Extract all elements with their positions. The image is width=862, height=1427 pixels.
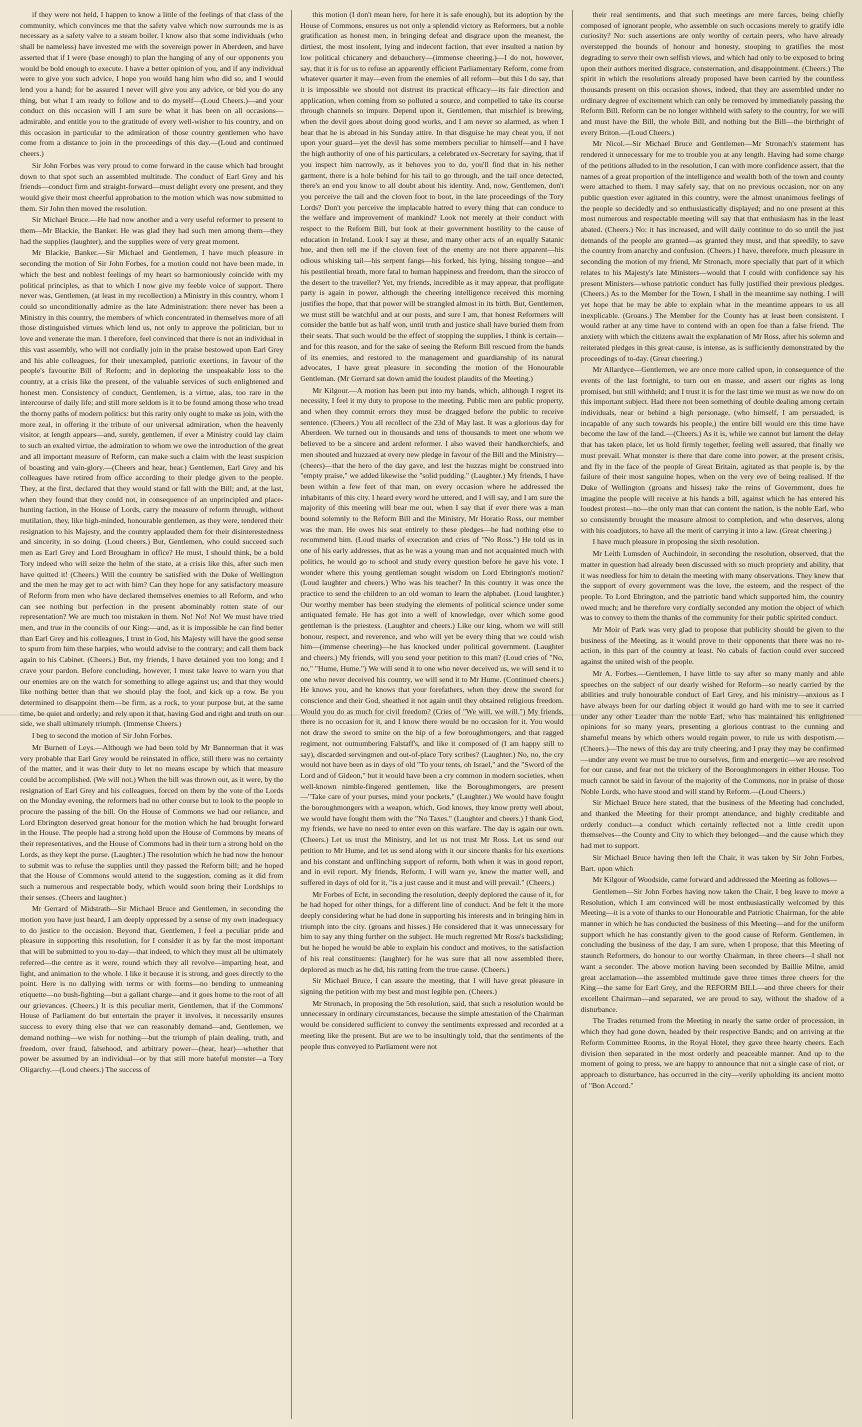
- paragraph: I beg to second the motion of Sir John Forbes.: [32, 731, 173, 741]
- paragraph: Mr Leith Lumsden of Auchindoir, in seconding the resolution, observed, that the matter in question had already been discussed with so much propriety and ability, that it was needless for him to detain the meeting with many observations. They knew that the support of every government was the love, the esteem, and the respect of the people. To Lord Ebrington, and the patriotic band which supported him, the country owed much; and he therefore very cordially seconded any motion the object of which was to convey to them the thanks of the community for their public spirited conduct.: [580, 549, 844, 623]
- paragraph: Sir Michael Bruce having then left the Chair, it was taken by Sir John Forbes, Bart. upon which: [580, 852, 844, 873]
- paragraph: Sir John Forbes was very proud to come forward in the cause which had brought down to that spot such an assembled multitude. The conduct of Earl Grey and his friends—conduct firm and straight-forward—must delight every one present, and they would give their most cheerful approbation to the motion which was now submitted to them. Sir John then moved the resolution.: [20, 160, 284, 213]
- paragraph: I have much pleasure in proposing the sixth resolution.: [592, 537, 760, 547]
- paragraph: Sir Michael Bruce, I can assure the meeting, that I will have great pleasure in signing the petition with my best and most legible pen. (Cheers.): [300, 976, 564, 996]
- paragraph: Mr A. Forbes.—Gentlemen, I have little to say after so many manly and able speeches on the subject of our dearly wished for Reform—so nearly carried by the abilities and truly honourable conduct of Earl Grey, and his ministry—anxious as I have always been for our darling object it would go hard with me to see it carried under any other Leader than the noble Earl, who has maintained his enlightened opinions for so many years, presenting a glorious contrast to the cunning and shameful means by which others would regain power, to rule us with despotism.—(Cheers.)—The news of this day are truly cheering, and I pray they may be confirmed—under any event we must be true to ourselves, firm and energetic—we are resolved for our cause, and fear not the trickery of the Boroughmongers in either House. Too much cannot be said in favour of the majority of the Commons, nor in praise of those Noble Lords, who have stood and will stand by Reform.—(Loud Cheers.): [580, 668, 844, 796]
- paragraph: The Trades returned from the Meeting in nearly the same order of procession, in which they had gone down, headed by their respective Bands; and on arriving at the Reform Committee Rooms, in the Royal Hotel, they gave three hearty cheers. Each division then separated in the most orderly and peaceable manner. And up to the moment of going to press, we are happy to announce that not a single case of riot, or approach to disturbance, has occurred in the city—verily upholding its ancient motto of "Bon Accord.": [580, 1016, 844, 1090]
- paragraph: Mr Moir of Park was very glad to propose that publicity should be given to the business of the Meeting, as it would prove to their opponents that there was no re-action, in this part of the country at least. No cabals of faction could ever succeed against the united wish of the people.: [580, 625, 844, 667]
- paragraph: their real sentiments, and that such meetings are mere farces, being chiefly composed of ignorant people, who assemble on such occasions merely to gratify idle curiosity? No: such assertions are only worthy of certain peers, who have already overstepped the bounds of honour and honesty, stooping to gratifies the most degrading to serve their own selfish views, and which had only to be exposed to bring upon their authors merited disgrace, consternation, and disappointment. (Cheers.) The spirit in which the resolutions already proposed have been carried by the countless thousands present on this occasion shows, indeed, that they are assembled under no ordinary degree of excitement which can only be removed by immediately passing the Reform Bill. Reform can be no longer withheld with safety to the country, for we will and must have the Bill, the whole Bill, and nothing but the Bill—the birthright of every Briton.—(Loud Cheers.): [580, 10, 844, 137]
- paragraph: Mr Blackie, Banker.—Sir Michael and Gentlemen, I have much pleasure in seconding the motion of Sir John Forbes, for a motion could not have been made, in which the best and noblest feelings of my heart so harmoniously coincide with my political principles, as that to which I now give my feeble voice of support. There never was, Gentlemen, (at least in my recollection) a Ministry in this country, whom I could so unconditionally admire as the late Administration: there never has been a Ministry in this country, the members of which concentrated in themselves more of all those distinguished virtues which lend us, not only to approve the politician, but to love and venerate the man. I therefore, feel convinced that there is not an individual in this vast assembly, who will not cordially join in the praise bestowed upon Earl Grey and his able colleagues, for their unexampled, patriotic exertions, in favour of the people's favourite Bill of Reform; and in deploring the unspeakable loss to the country, at a crisis like the present, of the valuable services of such enlightened and honest men. Consistency of conduct, Gentlemen, is a virtue, alas, too rare in the intercourse of daily life; and still more seldom is it to be found among those who tread the thorny paths of modern politics: but this rarity only ought to make us join, with the more zeal, in offering it the tribute of our universal admiration, when the heavenly visitor, at length appears—and, surely, gentlemen, if ever a Ministry could lay claim to such an exalted virtue, the admiration to whom we owe the introduction of the great and all important measure of Reform, can make such a claim with the least suspicion of boasting and vain-glory.—(Cheers and hear, hear.) Gentlemen, Earl Grey and his colleagues have retired from office according to their pledge given to the people. They, at the first, declared that they would stand or fall with the Bill; and, at the last, when they found that they could not, in consequence of an unprincipled and place-hunting faction, in the House of Lords, carry the measure of reform through, without mutilation, they, like high-minded, honourable gentlemen, as they were, tendered their resignation to his Majesty, and the country applauded them for their disinterestedness and sincerity, in so doing. (Loud cheers.) But, Gentlemen, who could succeed such men as Earl Grey and Lord Brougham in office? He must, I should think, be a bold Tory indeed who will seize the helm of the state, at a crisis like this, after such men have quitted it! (Cheers.) Will the country be satisfied with the Duke of Wellington and the men he may get to act with him? Can they hope for any satisfactory measure of Reform from men who have declared themselves enemies to all Reform, and who can see nothing but perfection in the present abominably rotten state of our representation? We are much too mistaken in them. No! No! No! We must have tried men, and true in the councils of our King:—and, as it is impossible he can find better than Earl Grey and his colleagues, I trust in God, his Majesty will have the good sense to spurn from him these harpies, who would advise to the contrary; and call them back again to his Cabinet. (Cheers.) But, my friends, I have detained you too long; and I crave your pardon. Before concluding, however, I must take leave to warn you that our enemies are on the watch for something to allege against us; and that they would like nothing better than that we should play the fool, and kick up a row. Be you determined to disappoint them—be firm, as a rock, to your purpose but, at the same time, be quiet and orderly; and rely upon it that, having God and right and truth on our side, we shall ultimately triumph. (Immense Cheers.): [20, 248, 284, 729]
- paragraph: this motion (I don't mean here, for here it is safe enough), but its adoption by the House of Commons, ensures us not only a splendid victory as Reformers, but a noble gratification as honest men, in bringing defeat and disgrace upon the meanest, the dirtiest, the most insolent, lying and indecent faction, that ever insulted a nation by low political chicanery and debauchery—(immense cheering.)—I do not, however, say, that it is for us to refuse an apparently efficient Parliamentary Reform, come from whatever quarter it may—even from the enemies of all reform—but this I do say, that it is impossible we should not distrust its practical efficacy—its fair direction and application, when coming from so polluted a source, and compelled to take its course through channels so impure. Depend upon it, Gentlemen, that mischief is brewing, when the devil goes about doing good works, and I am never so alarmed, as when I hear that he is abroad in his Sunday attire. In that disguise he may cheat you, if not upon your guard—yet the devil has some members peculiar to himself—and I have the high authority of one of his particulars, a celebrated ex-Secretary for saying, that if you inspect him narrowly, as it behoves you to do, you'll find that in his nether garment, there is a hole behind for his tail to go through, and the tail once detected, there's an end you know to all doubt about his identity. And, now, Gentlemen, don't you perceive the tail and the cloven foot to boot, in the late proceedings of the Tory Lords? Don't you perceive the implacable hatred to every thing that can conduce to the welfare and improvement of mankind? Look not merely at their conduct with respect to the Reform Bill, but look at their government hostility to the cause of education in Ireland. Look I say at these, and many other acts of an equally Satanic hue, and then tell me if the cloven feet of the enemy are not there apparent—his odious whisking tail—his serpent fangs—his forked, his lying, hissing tongue—and his pestilential breath, more fatal to human happiness and freedom, than the sirocco of the desert to the traveller? Yet, my friends, incredible as it may appear, that profligate party is again in power, although the cheering intelligence received this morning justifies the hope, that that power will be strangled almost in its birth. But, Gentlemen, we must still be watchful and at our posts, and sure I am, that honest Reformers will consider the battle but as half won, until truth and justice shall have buried them from their seats. That such would be the effect of stopping the supplies, I think is certain—and for this reason, and for the sake of seeing the Reform Bill rescued from the hands of its enemies, and restored to the management and guardianship of its natural advocates, I have great pleasure in seconding the motion of the Honourable Gentleman. (Mr Gerrard sat down amid the loudest plaudits of the Meeting.): [300, 10, 564, 383]
- paragraph: Mr Stronach, in proposing the 5th resolution, said, that such a resolution would be unnecessary in ordinary circumstances, because the simple attestation of the Chairman would be considered sufficient to convey the sentiments expressed and recorded at a meeting like the present. But are we to be insultingly told, that the sentiments of the people thus conveyed to Parliament were not: [300, 998, 564, 1051]
- paragraph: Gentlemen—Sir John Forbes having now taken the Chair, I beg leave to move a Resolution, which I am convinced will be most enthusiastically welcomed by this Meeting—it is a vote of thanks to our Honourable and Patriotic Chairman, for the able manner in which he has conducted the business of this Meeting—and for the uniform support which he has constantly given to the good cause of Reform. Gentlemen, in concluding the business of the day, I am sure, when I propose, that this Meeting of staunch Reformers, do honour to our worthy Chairman, in three cheers—I shall not want a seconder. The above motion having been seconded by Baillie Milne, amid great acclamation—the assembled multitude gave three times three cheers for the King—the same for Earl Grey, and the REFORM BILL—and three cheers for their excellent Chairman—and separated, we are proud to say, without the shadow of a disturbance.: [580, 886, 844, 1014]
- paragraph: Mr Kilgour.—A motion has been put into my hands, which, although I regret its necessity, I feel it my duty to propose to the meeting. Public men are public property, and when they commit errors they must be dragged before the public to receive sentence. (Cheers.) You all recollect of the 23d of May last. It was a glorious day for Aberdeen. We turned out in thousands and tens of thousands to meet one whom we believed to be a sincere and ardent reformer. I also waved their handkerchiefs, and men shouted and huzzaed at every new pledge in favour of the Bill and the Ministry—(cheers)—that the hero of the day gave, and lest the huzzas might be construed into "empty praise," we added likewise the "solid pudding." (Laughter.) My friends, I have been within a few feet of that man, on every occasion where he addressed the inhabitants of this city. I heard every word he uttered, and I will say, and I am sure the majority of this meeting will bear me out, when I say that if ever there was a man bound solemnly to the Reform Bill and the Ministry, Mr Horatio Ross, our member was the man. He owes his seat entirely to these pledges—he had nothing else to recommend him. (Loud marks of execration and cries of "No Ross.") He told us in one of his early addresses, that as he was a young man and not acquainted much with politics, he would go to school and study every question before he gave his vote. I wonder where this young gentleman sought wisdom on Lord Ebrington's motion? (Loud laughter and cheers.) Who was his teacher? In this country it was once the practice to send the children to an old woman to learn the alphabet. (Loud laughter.) Our worthy member has been studying the elements of political science under some antiquated female. He has got into a well of knowledge, over which some good gentleman is the priestess. (Laughter and cheers.) Like our king, whom we will still honour, respect, and reverence, and who will yet be every thing that we could wish him—(immense cheering)—he has knocked under political government. (Laughter and cheers.) My friends, will you send your petition to this man? (Loud cries of "No, no," "Hume, Hume.") We will send it to one who never deceived us, we will send it to one who never deceived his country, we will send it to Mr Hume. (Continued cheers.) He knows you, and he knows that your forefathers, when they drew the sword for conscience and their God, sheathed it not again until they obtained religious freedom. Would you do as much for civil freedom? (Cries of "We will, we will.") My friends, there is no occasion for it, and I know there would be no occasion for it. You would not draw the sword to smite on the hip of a few boroughmongers, and that ragged regiment, not outnumbering Falstaff's, and like it composed of (I am happy still to say), discarded servingmen and out-of-place Tory scribes? (Laughter.) No, no, the cry would not have been as in days of old "To your tents, oh Israel," and the "Sword of the Lord and of Gideon," but it would have been a cry common in modern societies, when well-known nimble-fingered gentlemen, like the Boroughmongers, are present—"Take care of your purses, mind your pockets," (Laughter.) We would have fought the boroughmongers with a weapon, which, God knows, they know pretty well about, we would have fought them with the "No Taxes." (Laughter and cheers.) I thank God, my friends, we have no need to enter even on this warfare. The day is again our own. (Cheers.) Let us trust the Ministry, and let us not trust Mr Ross. Let us send our petition to Mr Hume, and let us send along with it our sincere thanks for his exertions and his constant and unflinching support of reform, both when it was in good report, and in evil report. My friends, Reform, I will warn ye, knew the matter well, and suffered in days of old for it, "is a just cause and it must and will prevail." (Cheers.): [300, 385, 564, 887]
- paragraph: Mr Nicol.—Sir Michael Bruce and Gentlemen—Mr Stronach's statement has rendered it unnecessary for me to trouble you at any length. Having had some charge of the petitions alluded to in the resolution, I can with more confidence assert, that the names of a great proportion of the intelligence and wealth both of the town and county were attached to them. I may safely say, that on no previous occasion, nor on any public question ever agitated in this country, were the almost unanimous feelings of the people so decidedly and so enthusiastically displayed; and no one present at this most numerous and respectable meeting will say that that enthusiasm has in the least abated. (Cheers.) No: it has increased, and will daily continue to do so until the just demands of the people are granted—as granted they must, and that speedily, to save the country from anarchy and confusion. (Cheers.) I have, therefore, much pleasure in seconding the motion of my friend, Mr Stronach, more specially that part of it which relates to his Majesty's late Ministers—would that I could with confidence say his present Ministers—whose patriotic conduct has fully justified their previous pledges. (Cheers.) As to the Member for the Town, I shall in the meantime say nothing. I will yet hope that he may be able to explain what in the meantime appears to us all inexplicable. (Groans.) The Member for the County has at least been consistent. I would rather at any time have to contend with an open foe than a false friend. The anxiety with which the citizens await the explanation of Mr Ross, after his solemn and reiterated pledges in this great cause, is intense, as is sufficiently demonstrated by the proceedings of to-day. (Great cheering.): [580, 139, 844, 363]
- paragraph: Mr Kilgour of Woodside, came forward and addressed the Meeting as follows—: [592, 875, 837, 885]
- paragraph: if they were not held, I happen to know a little of the feelings of that class of the community, which convinces me that the safety valve which now surrounds me is as necessary as a safety valve to a steam boiler. I know also that some individuals (who shall be nameless) have invested me with the sovereign power in Aberdeen, and have asserted that if I were (base enough) to plan the hanging of any of our opponents you would be bold enough to execute. I have a better opinion of you, and if any individual were to give you such advice, I hope you would hang him who did so, and I would lend you a hand; for be assured I never will give you any advice, or bid you do any thing, but what I am ready to follow and to do myself—(Loud Cheers.)—and your conduct on this occasion will I am sure be what it has been on all occasions—admirable, and entitle you to the gratitude of every well-wisher to his country, and on this occasion in particular to the admiration of those country gentlemen who have come from a distance to join in the proceedings of this day.—(Loud and continued cheers.): [20, 10, 284, 159]
- paragraph: Sir Michael Bruce.—He had now another and a very useful reformer to present to them—Mr Blackie, the Banker. He was glad they had such men among them—they had the supplies (laughter), and the supplies were of very great moment.: [20, 215, 284, 246]
- paragraph: Mr Gerrard of Midstrath—Sir Michael Bruce and Gentlemen, in seconding the motion you have just heard, I am deeply oppressed by a sense of my own inadequacy to do justice to the occasion. Beyond that, Gentlemen, I feel a peculiar pride and pleasure in supporting this resolution, for I consider it as by far the most important that will be submitted to you to-day—that indeed, to which they must all be ultimately referred—the centre as it were, round which they all revolve—imparting heat, and light, and animation to the whole. I like it because it is strong, and goes directly to the point. Here is no dallying with terms or with forms—no bending to unmeaning etiquette—no bush-fighting—but a gallant charge—and it goes home to the root of all our grievances. (Cheers.) It is this peculiar merit, Gentlemen, that if the Commons' House of Parliament do but entertain the prayer it involves, it necessarily ensures success to every thing else that we can reasonably demand—and, Gentlemen, we demand nothing—we wish for nothing—but the triumph of plain dealing, truth, and freedom, over fraud, falsehood, and arbitrary power—(hear, hear)—whether that power be assumed by an individual—or by that still more hateful monster—a Tory Oligarchy.—(Loud cheers.) The success of: [20, 904, 284, 1074]
- paragraph: Sir Michael Bruce here stated, that the business of the Meeting had concluded, and thanked the Meeting for their prompt attendance, and highly creditable and orderly conduct—a conduct which certainly reflected not a little credit upon themselves—the County and City to which they belonged—and the cause which they had met to support.: [580, 798, 844, 851]
- paragraph: Mr Forbes of Echt, in seconding the resolution, deeply deplored the cause of it, for he had hoped for other things, for a different line of conduct. And he felt it the more deeply considering what he had done in supporting his interests and in bringing him in triumph into the city. (groans and hisses.) He considered that it was unnecessary for him to say any thing further on the subject. He much regretted Mr Ross's backsliding; but he hoped he would be able to explain his conduct and motives, to the satisfaction of his real constituents: (laughter) for he was sure that all now assembled there, deplored as much as he did, his ratting from the true cause. (Cheers.): [300, 889, 564, 974]
- paragraph: Mr Burnett of Leys.—Although we had been told by Mr Bannerman that it was very probable that Earl Grey would be reinstated in office, still there was no certainty of the matter, and it was their duty to let no means escape by which that measure could be accomplished. (We will not.) When the bill was thrown out, as it were, by the resignation of Earl Grey and his colleagues, forced on them by the vote of the Lords on the Monday evening, the reformers had no other course but to look to the people to procure the passing of the bill. On the House of Commons we had our reliance, and Lord Ebrington deserved great honour for the motion which he had brought forward in the House. The people had a strong hold upon the House of Commons by means of their representatives, and the House of Commons had in their turn a strong hold on the Lords, as they kept the purse. (Laughter.) The resolution which he had now the honour to submit was to refuse the supplies until they passed the Reform bill; and he hoped that the House of Commons would attend to the suggestion, coming as it did from such a numerous and respectable body, which would soon bring their Lordships to their senses. (Cheers and laughter.): [20, 742, 284, 902]
- paper-fold-line: [0, 714, 862, 716]
- paragraph: Mr Allardyce—Gentlemen, we are once more called upon, in consequence of the events of the last fortnight, to turn out en masse, and assert our rights as long promised, but still withheld; and I trust it is for the last time we must as we now do on this important subject. Had there not been something of double dealing among certain individuals, near or behind a high personage, (who himself, I am persuaded, is incapable of any such towards his people,) the entire bill would ere this time have become the law of the land.—(Cheers.) As it is, while we cannot but lament the delay that has taken place, let us hold firmly together, feeling well assured, that finally we must prevail. What monster is there that dare come into power, at the present crisis, and fly in the face of the people of Great Britain, agitated as that people is, by the failure of their most sanguine hopes, when on the very eve of being realised. If the Duke of Wellington (groans and hisses) take the reins of Government, does he imagine the people will receive at his hands a bill, against which he has entered his loudest protest—no—the only man that can content the nation, is the noble Earl, who so consistently brought the measure almost to completion, and who deserves, along with his coadjutors, to have all the merit of carrying it into a law. (Great cheering.): [580, 365, 844, 535]
